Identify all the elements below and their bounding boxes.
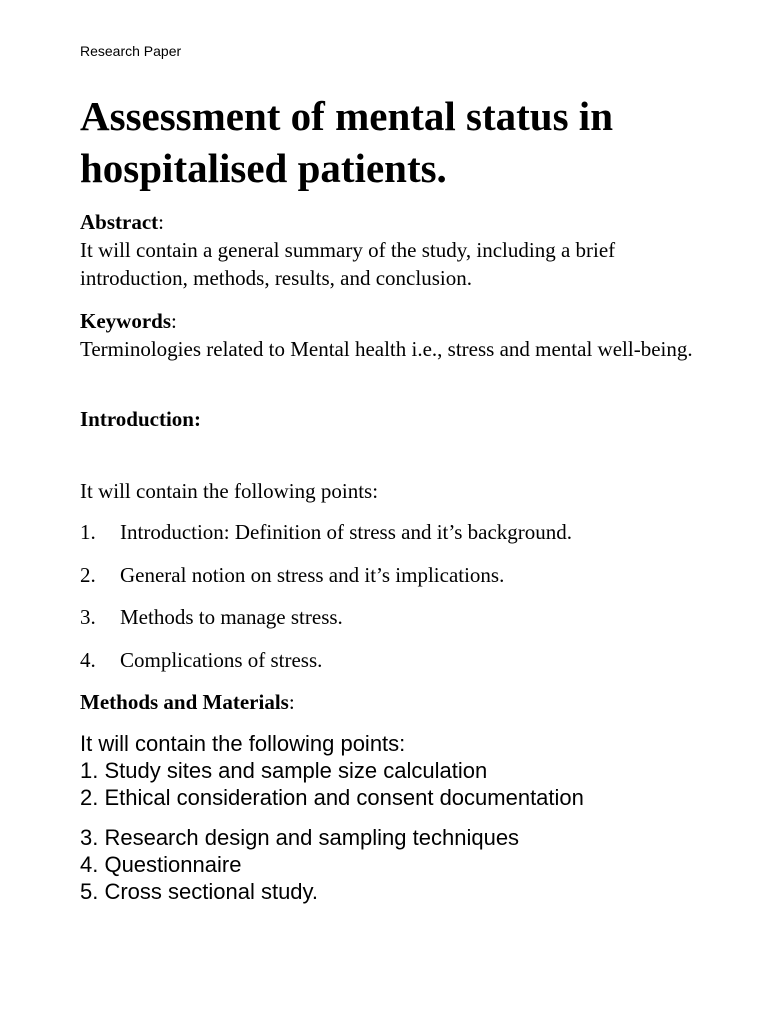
keywords-colon: : xyxy=(171,309,177,333)
list-item: 1. Study sites and sample size calculation xyxy=(80,758,488,783)
list-item xyxy=(80,603,343,631)
introduction-lead: It will contain the following points: xyxy=(80,479,379,503)
document-header: Research Paper xyxy=(80,43,182,59)
list-item: 5. Cross sectional study. xyxy=(80,879,319,904)
keywords-heading: Keywords xyxy=(80,309,171,333)
list-item-number: 2. xyxy=(80,563,96,587)
methods-lead: It will contain the following points: xyxy=(80,731,406,756)
keywords-section xyxy=(80,307,720,363)
list-item-text: Complications of stress. xyxy=(120,648,323,672)
abstract-heading: Abstract xyxy=(80,210,159,234)
list-item xyxy=(80,561,504,589)
list-item-number: 1. xyxy=(80,520,96,544)
list-item-number: 3. xyxy=(80,605,96,629)
list-item: 4. Questionnaire xyxy=(80,852,242,877)
page-title: Assessment of mental status in hospitalised patients. xyxy=(80,93,613,191)
list-item xyxy=(80,518,572,546)
list-item-text: Introduction: Definition of stress and it’s background. xyxy=(120,520,573,544)
methods-heading-line xyxy=(80,688,720,716)
abstract-section xyxy=(80,208,720,292)
keywords-text: Terminologies related to Mental health i.e., stress and mental well-being. xyxy=(80,337,693,361)
methods-colon: : xyxy=(288,690,295,714)
abstract-text: It will contain a general summary of the study, including a brief introduction, methods, results, and conclusion. xyxy=(80,238,616,290)
list-item: 3. Research design and sampling techniques xyxy=(80,825,520,850)
list-item-text: Methods to manage stress. xyxy=(120,605,343,629)
list-item-text: General notion on stress and it’s implications. xyxy=(120,563,505,587)
methods-heading: Methods and Materials xyxy=(80,690,289,714)
list-item: 2. Ethical consideration and consent documentation xyxy=(80,785,584,810)
list-item-number: 4. xyxy=(80,648,96,672)
introduction-heading: Introduction: xyxy=(80,407,201,431)
list-item xyxy=(80,646,322,674)
abstract-colon: : xyxy=(158,210,164,234)
